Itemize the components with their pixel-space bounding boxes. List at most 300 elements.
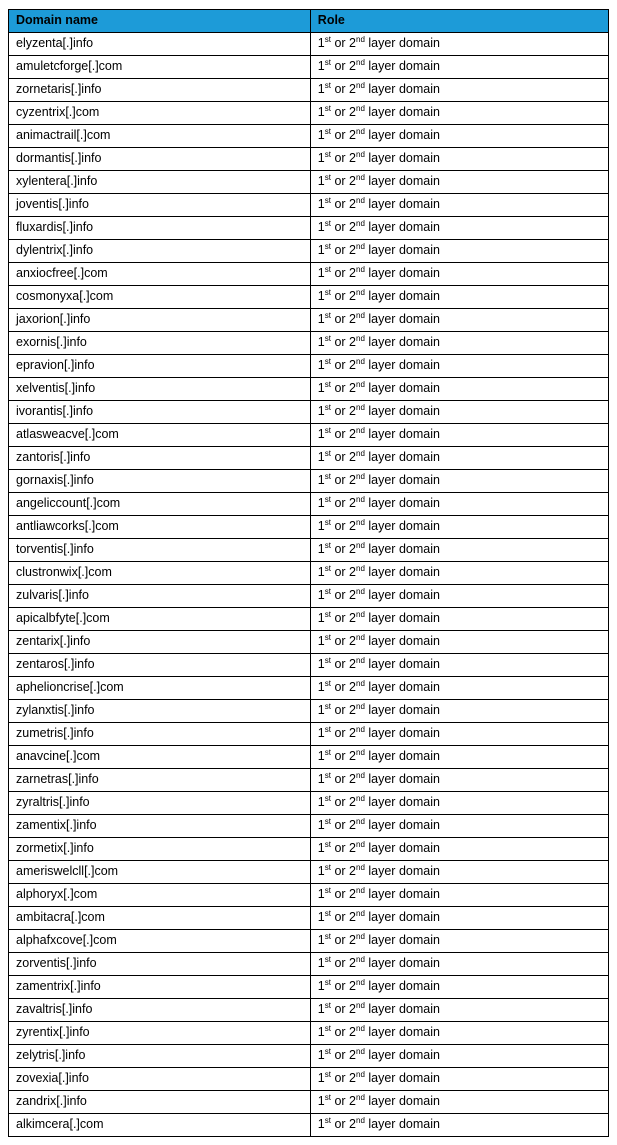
role-text-suffix: layer domain [364, 656, 440, 671]
role-text-mid: or 2 [330, 403, 356, 418]
table-row [9, 952, 609, 975]
role-text-mid: or 2 [330, 1024, 356, 1039]
table-row [9, 239, 609, 262]
role-text: 1 [317, 472, 325, 487]
table-row [9, 883, 609, 906]
role-text: 1 [317, 1093, 325, 1108]
role-text-mid: or 2 [330, 380, 356, 395]
role-sup-st: st [324, 632, 331, 642]
role-text-suffix: layer domain [364, 587, 440, 602]
role-text: 1 [317, 1047, 325, 1062]
role-text: 1 [317, 150, 325, 165]
role-sup-nd: nd [356, 218, 365, 228]
role-text: 1 [317, 518, 325, 533]
role-cell [310, 124, 608, 147]
role-sup-st: st [324, 379, 331, 389]
role-text: 1 [317, 771, 325, 786]
role-text: 1 [317, 219, 325, 234]
role-sup-nd: nd [356, 103, 365, 113]
role-text: 1 [317, 978, 325, 993]
role-text-suffix: layer domain [364, 679, 440, 694]
role-text-mid: or 2 [330, 886, 356, 901]
role-text-mid: or 2 [330, 35, 356, 50]
role-text: 1 [317, 564, 325, 579]
domain-cell [9, 492, 311, 515]
role-text-suffix: layer domain [364, 633, 440, 648]
role-text-mid: or 2 [330, 242, 356, 257]
role-sup-st: st [324, 310, 331, 320]
role-text: 1 [317, 380, 325, 395]
role-text-mid: or 2 [330, 334, 356, 349]
role-sup-nd: nd [356, 195, 365, 205]
role-sup-st: st [324, 57, 331, 67]
domain-cell [9, 630, 311, 653]
role-cell [310, 1021, 608, 1044]
domain-name-text: zelytris[.]info [16, 1047, 86, 1062]
domain-name-text: zornetaris[.]info [16, 81, 102, 96]
role-text: 1 [317, 403, 325, 418]
domain-cell [9, 538, 311, 561]
table-row [9, 745, 609, 768]
role-text-suffix: layer domain [364, 1024, 440, 1039]
role-text-mid: or 2 [330, 955, 356, 970]
role-text-suffix: layer domain [364, 909, 440, 924]
domain-cell [9, 515, 311, 538]
role-text-mid: or 2 [330, 1001, 356, 1016]
table-row [9, 354, 609, 377]
role-sup-nd: nd [356, 264, 365, 274]
domain-cell [9, 1090, 311, 1113]
role-text-suffix: layer domain [364, 495, 440, 510]
table-row [9, 55, 609, 78]
role-sup-nd: nd [356, 908, 365, 918]
role-sup-st: st [324, 287, 331, 297]
role-header: Role [310, 10, 608, 33]
role-sup-nd: nd [356, 80, 365, 90]
role-text-suffix: layer domain [364, 564, 440, 579]
role-cell [310, 676, 608, 699]
role-sup-st: st [324, 264, 331, 274]
domain-name-text: zarnetras[.]info [16, 771, 99, 786]
role-text: 1 [317, 334, 325, 349]
role-text-suffix: layer domain [364, 334, 440, 349]
table-row [9, 1067, 609, 1090]
role-text-mid: or 2 [330, 794, 356, 809]
role-text-suffix: layer domain [364, 1093, 440, 1108]
role-cell [310, 262, 608, 285]
role-sup-nd: nd [356, 632, 365, 642]
role-sup-nd: nd [356, 586, 365, 596]
role-sup-st: st [324, 839, 331, 849]
role-text-mid: or 2 [330, 587, 356, 602]
role-sup-nd: nd [356, 1023, 365, 1033]
domain-name-text: zulvaris[.]info [16, 587, 89, 602]
role-text-mid: or 2 [330, 81, 356, 96]
domain-name-text: zavaltris[.]info [16, 1001, 93, 1016]
role-text: 1 [317, 1001, 325, 1016]
domain-cell [9, 1021, 311, 1044]
domain-name-text: alphoryx[.]com [16, 886, 98, 901]
role-text-suffix: layer domain [364, 955, 440, 970]
role-sup-nd: nd [356, 494, 365, 504]
role-cell [310, 1113, 608, 1136]
domain-cell [9, 1044, 311, 1067]
role-cell [310, 998, 608, 1021]
role-sup-nd: nd [356, 563, 365, 573]
role-text: 1 [317, 679, 325, 694]
table-row [9, 860, 609, 883]
role-text-suffix: layer domain [364, 104, 440, 119]
role-text-suffix: layer domain [364, 1116, 440, 1131]
domain-cell [9, 469, 311, 492]
domain-cell [9, 975, 311, 998]
role-cell [310, 653, 608, 676]
role-sup-nd: nd [356, 356, 365, 366]
role-text-suffix: layer domain [364, 1001, 440, 1016]
role-text-suffix: layer domain [364, 794, 440, 809]
role-sup-nd: nd [356, 954, 365, 964]
role-sup-st: st [324, 494, 331, 504]
role-text: 1 [317, 1070, 325, 1085]
role-text: 1 [317, 449, 325, 464]
table-row [9, 814, 609, 837]
role-sup-st: st [324, 931, 331, 941]
role-text: 1 [317, 932, 325, 947]
role-cell [310, 285, 608, 308]
role-text-mid: or 2 [330, 863, 356, 878]
role-text: 1 [317, 288, 325, 303]
role-text: 1 [317, 702, 325, 717]
domain-cell [9, 78, 311, 101]
role-text-mid: or 2 [330, 725, 356, 740]
domain-name-text: zorventis[.]info [16, 955, 97, 970]
domain-cell [9, 814, 311, 837]
role-text-suffix: layer domain [364, 771, 440, 786]
role-cell [310, 814, 608, 837]
table-row [9, 791, 609, 814]
role-sup-st: st [324, 724, 331, 734]
domain-name-text: zumetris[.]info [16, 725, 94, 740]
table-row [9, 699, 609, 722]
domain-cell [9, 952, 311, 975]
table-row [9, 446, 609, 469]
role-text: 1 [317, 955, 325, 970]
role-cell [310, 469, 608, 492]
domain-name-text: zandrix[.]info [16, 1093, 87, 1108]
role-sup-st: st [324, 1115, 331, 1125]
table-row [9, 124, 609, 147]
role-text-suffix: layer domain [364, 932, 440, 947]
domain-name-text: epravion[.]info [16, 357, 95, 372]
domain-cell [9, 837, 311, 860]
role-text: 1 [317, 863, 325, 878]
role-text-suffix: layer domain [364, 725, 440, 740]
domain-cell [9, 32, 311, 55]
domain-name-text: gornaxis[.]info [16, 472, 94, 487]
role-text-mid: or 2 [330, 1047, 356, 1062]
domain-cell [9, 239, 311, 262]
role-text-suffix: layer domain [364, 311, 440, 326]
domain-name-text: xelventis[.]info [16, 380, 96, 395]
domain-cell [9, 308, 311, 331]
domain-cell [9, 423, 311, 446]
domain-name-text: aphelioncrise[.]com [16, 679, 124, 694]
role-sup-nd: nd [356, 57, 365, 67]
role-text-suffix: layer domain [364, 748, 440, 763]
role-cell [310, 239, 608, 262]
role-text-suffix: layer domain [364, 196, 440, 211]
role-sup-nd: nd [356, 241, 365, 251]
domain-cell [9, 285, 311, 308]
role-text-mid: or 2 [330, 265, 356, 280]
role-text-suffix: layer domain [364, 978, 440, 993]
role-text: 1 [317, 58, 325, 73]
role-text: 1 [317, 104, 325, 119]
table-row [9, 998, 609, 1021]
role-sup-st: st [324, 149, 331, 159]
role-cell [310, 768, 608, 791]
role-text: 1 [317, 633, 325, 648]
role-text-suffix: layer domain [364, 357, 440, 372]
role-text: 1 [317, 541, 325, 556]
role-text-mid: or 2 [330, 656, 356, 671]
role-sup-nd: nd [356, 724, 365, 734]
role-sup-nd: nd [356, 540, 365, 550]
domain-name-text: zentaros[.]info [16, 656, 95, 671]
role-sup-nd: nd [356, 931, 365, 941]
table-row [9, 147, 609, 170]
role-text-mid: or 2 [330, 610, 356, 625]
domain-name-text: torventis[.]info [16, 541, 94, 556]
domain-cell [9, 561, 311, 584]
role-text-mid: or 2 [330, 1070, 356, 1085]
role-sup-nd: nd [356, 977, 365, 987]
role-text-mid: or 2 [330, 518, 356, 533]
role-text-suffix: layer domain [364, 219, 440, 234]
domain-cell [9, 170, 311, 193]
role-text-mid: or 2 [330, 495, 356, 510]
role-sup-st: st [324, 34, 331, 44]
role-cell [310, 423, 608, 446]
domain-cell [9, 584, 311, 607]
domain-name-text: exornis[.]info [16, 334, 87, 349]
table-row [9, 285, 609, 308]
role-text-suffix: layer domain [364, 840, 440, 855]
domain-cell [9, 1113, 311, 1136]
role-sup-nd: nd [356, 862, 365, 872]
table-row [9, 262, 609, 285]
table-row [9, 607, 609, 630]
role-text: 1 [317, 1024, 325, 1039]
domain-cell [9, 400, 311, 423]
table-row [9, 515, 609, 538]
table-row [9, 32, 609, 55]
domain-cell [9, 331, 311, 354]
role-sup-nd: nd [356, 1046, 365, 1056]
role-sup-nd: nd [356, 287, 365, 297]
role-cell [310, 1090, 608, 1113]
domain-name-text: zamentix[.]info [16, 817, 97, 832]
role-text: 1 [317, 656, 325, 671]
role-sup-nd: nd [356, 885, 365, 895]
role-text-mid: or 2 [330, 472, 356, 487]
domain-name-text: ameriswelcll[.]com [16, 863, 119, 878]
role-text-mid: or 2 [330, 311, 356, 326]
role-cell [310, 883, 608, 906]
domain-cell [9, 722, 311, 745]
role-text: 1 [317, 725, 325, 740]
role-cell [310, 699, 608, 722]
role-text: 1 [317, 495, 325, 510]
role-sup-nd: nd [356, 471, 365, 481]
role-text-suffix: layer domain [364, 472, 440, 487]
role-sup-st: st [324, 517, 331, 527]
role-text-suffix: layer domain [364, 173, 440, 188]
domain-cell [9, 377, 311, 400]
role-cell [310, 354, 608, 377]
role-text: 1 [317, 81, 325, 96]
role-sup-st: st [324, 747, 331, 757]
domain-name-text: zamentrix[.]info [16, 978, 101, 993]
role-text-mid: or 2 [330, 541, 356, 556]
role-cell [310, 860, 608, 883]
role-text-mid: or 2 [330, 1093, 356, 1108]
role-sup-st: st [324, 816, 331, 826]
role-sup-st: st [324, 333, 331, 343]
domain-name-text: amuletcforge[.]com [16, 58, 123, 73]
role-sup-st: st [324, 172, 331, 182]
role-sup-nd: nd [356, 770, 365, 780]
role-cell [310, 170, 608, 193]
role-text-mid: or 2 [330, 104, 356, 119]
role-text-suffix: layer domain [364, 242, 440, 257]
table-row [9, 837, 609, 860]
role-text-suffix: layer domain [364, 817, 440, 832]
domain-cell [9, 101, 311, 124]
role-text-suffix: layer domain [364, 518, 440, 533]
domain-name-text: elyzenta[.]info [16, 35, 94, 50]
domain-cell [9, 216, 311, 239]
domain-cell [9, 906, 311, 929]
role-sup-st: st [324, 908, 331, 918]
role-sup-nd: nd [356, 425, 365, 435]
role-sup-nd: nd [356, 701, 365, 711]
domain-name-text: zylanxtis[.]info [16, 702, 95, 717]
domain-cell [9, 354, 311, 377]
table-row [9, 377, 609, 400]
role-sup-nd: nd [356, 793, 365, 803]
role-text-suffix: layer domain [364, 449, 440, 464]
role-text: 1 [317, 909, 325, 924]
role-text-suffix: layer domain [364, 265, 440, 280]
role-cell [310, 147, 608, 170]
table-row [9, 331, 609, 354]
role-sup-nd: nd [356, 1000, 365, 1010]
role-sup-nd: nd [356, 402, 365, 412]
role-text-mid: or 2 [330, 633, 356, 648]
role-text: 1 [317, 265, 325, 280]
role-cell [310, 952, 608, 975]
domain-cell [9, 883, 311, 906]
role-text-suffix: layer domain [364, 863, 440, 878]
table-row [9, 722, 609, 745]
role-sup-nd: nd [356, 816, 365, 826]
table-row [9, 423, 609, 446]
table-row [9, 1113, 609, 1136]
role-text-suffix: layer domain [364, 702, 440, 717]
table-row [9, 1021, 609, 1044]
role-text-suffix: layer domain [364, 610, 440, 625]
domain-name-text: anavcine[.]com [16, 748, 101, 763]
role-text: 1 [317, 357, 325, 372]
role-text: 1 [317, 817, 325, 832]
table-row [9, 676, 609, 699]
table-row [9, 538, 609, 561]
table-row [9, 1090, 609, 1113]
table-row [9, 768, 609, 791]
role-sup-nd: nd [356, 517, 365, 527]
role-text-suffix: layer domain [364, 426, 440, 441]
role-sup-st: st [324, 471, 331, 481]
role-sup-st: st [324, 126, 331, 136]
table-row [9, 653, 609, 676]
domain-name-text: zentarix[.]info [16, 633, 91, 648]
domain-name-text: zormetix[.]info [16, 840, 94, 855]
role-sup-st: st [324, 954, 331, 964]
table-row [9, 630, 609, 653]
table-row [9, 308, 609, 331]
domain-name-text: angeliccount[.]com [16, 495, 121, 510]
role-text: 1 [317, 196, 325, 211]
role-cell [310, 101, 608, 124]
role-text: 1 [317, 587, 325, 602]
table-row [9, 400, 609, 423]
domain-name-text: dormantis[.]info [16, 150, 102, 165]
role-sup-st: st [324, 862, 331, 872]
domain-cell [9, 929, 311, 952]
role-text-suffix: layer domain [364, 58, 440, 73]
domain-cell [9, 745, 311, 768]
role-sup-st: st [324, 218, 331, 228]
domain-name-text: cosmonyxa[.]com [16, 288, 114, 303]
role-text-suffix: layer domain [364, 35, 440, 50]
role-text-mid: or 2 [330, 702, 356, 717]
role-text-mid: or 2 [330, 357, 356, 372]
role-text: 1 [317, 242, 325, 257]
table-row [9, 170, 609, 193]
role-sup-nd: nd [356, 655, 365, 665]
domain-cell [9, 768, 311, 791]
role-sup-st: st [324, 770, 331, 780]
role-cell [310, 1067, 608, 1090]
role-text-mid: or 2 [330, 564, 356, 579]
role-sup-st: st [324, 1069, 331, 1079]
table-row [9, 584, 609, 607]
role-text-mid: or 2 [330, 909, 356, 924]
domain-cell [9, 147, 311, 170]
domain-name-text: joventis[.]info [16, 196, 89, 211]
domain-cell [9, 124, 311, 147]
domain-cell [9, 446, 311, 469]
role-cell [310, 400, 608, 423]
role-sup-nd: nd [356, 839, 365, 849]
role-cell [310, 1044, 608, 1067]
role-text: 1 [317, 173, 325, 188]
domain-cell [9, 55, 311, 78]
role-text-mid: or 2 [330, 449, 356, 464]
role-text: 1 [317, 311, 325, 326]
domain-name-text: jaxorion[.]info [16, 311, 91, 326]
